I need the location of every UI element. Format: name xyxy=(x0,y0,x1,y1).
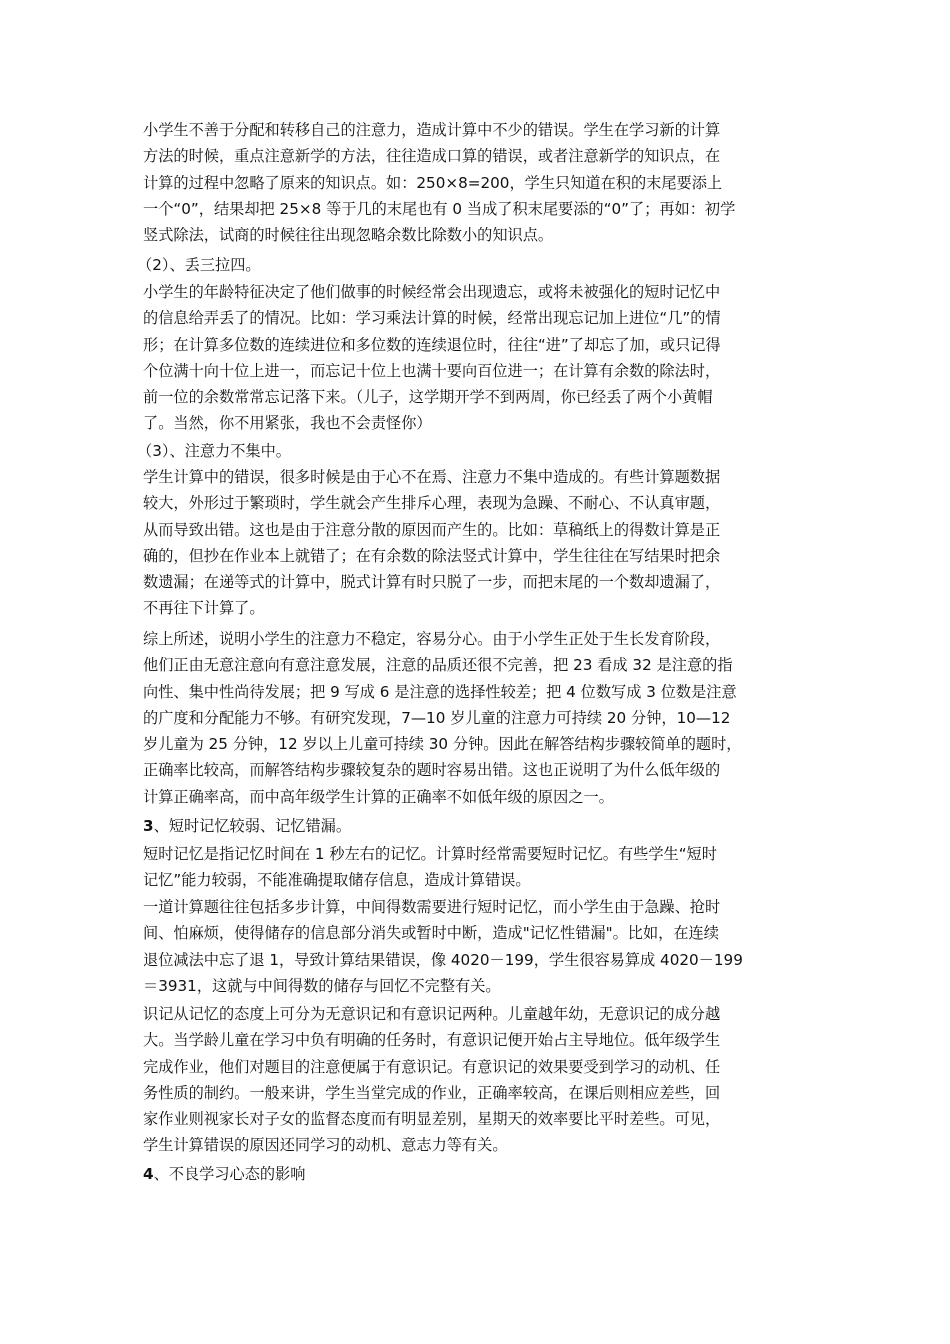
paragraph-attention-allocation: 小学生不善于分配和转移自己的注意力，造成计算中不少的错误。学生在学习新的计算 方法的时候，重点注意新学的方法，往往造成口算的错误，或者注意新学的知识点，在 计算的过程中忽略了原来的知识点。如：250×8=200，学生只知道在积的末尾要添上 一个“0”，结果却把 25×8 等于几的末尾也有 0 当成了积末尾要添的“0”了；再如：初学 竖式除法，试商的时候往往出现忽略余数比除数小的知识点。 xyxy=(143,121,736,245)
heading-short-term-memory xyxy=(143,813,351,839)
paragraph-memorization-types: 识记从记忆的态度上可分为无意识记和有意识记两种。儿童越年幼，无意识记的成分越 大。当学龄儿童在学习中负有明确的任务时，有意识记便开始占主导地位。低年级学生 完成作业，他们对题目的注意便属于有意识记。有意识记的效果要受到学习的动机、任 务性质的制约。一般来讲，学生当堂完成的作业，正确率较高，在课后则相应差些，回 家作业则视家长对子女的监督态度而有明显差别，星期天的效率要比平时差些。可见， 学生计算错误的原因还同学习的动机、意志力等有关。 xyxy=(143,1005,721,1155)
heading-text: 、短时记忆较弱、记忆错漏。 xyxy=(153,817,352,835)
paragraph-inattention: 学生计算中的错误，很多时候是由于心不在焉、注意力不集中造成的。有些计算题数据 较大，外形过于繁琐时，学生就会产生排斥心理，表现为急躁、不耐心、不认真审题， 从而导致出错。这也是由于注意分散的原因而产生的。比如：草稿纸上的得数计算是正 确的，但抄在作业本上就错了；在有余数的除法竖式计算中，学生往往在写结果时把余 数遗漏；在递等式的计算中，脱式计算有时只脱了一步，而把末尾的一个数却遗漏了， 不再往下计算了。 xyxy=(143,468,721,618)
heading-forgetfulness: （2）、丢三拉四。 xyxy=(137,256,261,274)
heading-number: 4 xyxy=(143,1165,154,1183)
paragraph-summary: 综上所述，说明小学生的注意力不稳定，容易分心。由于小学生正处于生长发育阶段， 他们正由无意注意向有意注意发展，注意的品质还很不完善，把 23 看成 32 是注意的指 向性、集中性尚待发展；把 9 写成 6 是注意的选择性较差；把 4 位数写成 3 位数是注意 的广度和分配能力不够。有研究发现，7—10 岁儿童的注意力可持续 20 分钟，10—12 岁儿童为 25 分钟，12 岁以上儿童可持续 30 分钟。因此在解答结构步骤较简单的题时， 正确率比较高，而解答结构步骤较复杂的题时容易出错。这也正说明了为什么低年级的 计算正确率高，而中高年级学生计算的正确率不如低年级的原因之一。 xyxy=(143,630,742,806)
heading-inattention: （3）、注意力不集中。 xyxy=(137,442,291,460)
paragraph-memory-errors: 一道计算题往往包括多步计算，中间得数需要进行短时记忆，而小学生由于急躁、抢时 间、怕麻烦，使得储存的信息部分消失或暂时中断，造成"记忆性错漏"。比如，在连续 退位减法中忘了退 1，导致计算结果错误，像 4020－199，学生很容易算成 4020－199 ＝3931，这就与中间得数的储存与回忆不完整有关。 xyxy=(143,898,743,995)
paragraph-forgetfulness: 小学生的年龄特征决定了他们做事的时候经常会出现遗忘，或将未被强化的短时记忆中 的信息给弄丢了的情况。比如：学习乘法计算的时候，经常出现忘记加上进位“几”的情 形；在计算多位数的连续进位和多位数的连续退位时，往往“进”了却忘了加，或只记得 个位满十向十位上进一，而忘记十位上也满十要向百位进一；在计算有余数的除法时， 前一位的余数常常忘记落下来。（儿子，这学期开学不到两周，你已经丢了两个小黄帽 了。当然，你不用紧张，我也不会责怪你） xyxy=(143,283,721,433)
heading-text: 、不良学习心态的影响 xyxy=(153,1165,306,1183)
paragraph-short-term-memory-definition: 短时记忆是指记忆时间在 1 秒左右的记忆。计算时经常需要短时记忆。有些学生“短时 记忆”能力较弱，不能准确提取储存信息，造成计算错误。 xyxy=(143,845,717,890)
heading-learning-mentality xyxy=(143,1161,305,1187)
heading-number: 3 xyxy=(143,817,154,835)
